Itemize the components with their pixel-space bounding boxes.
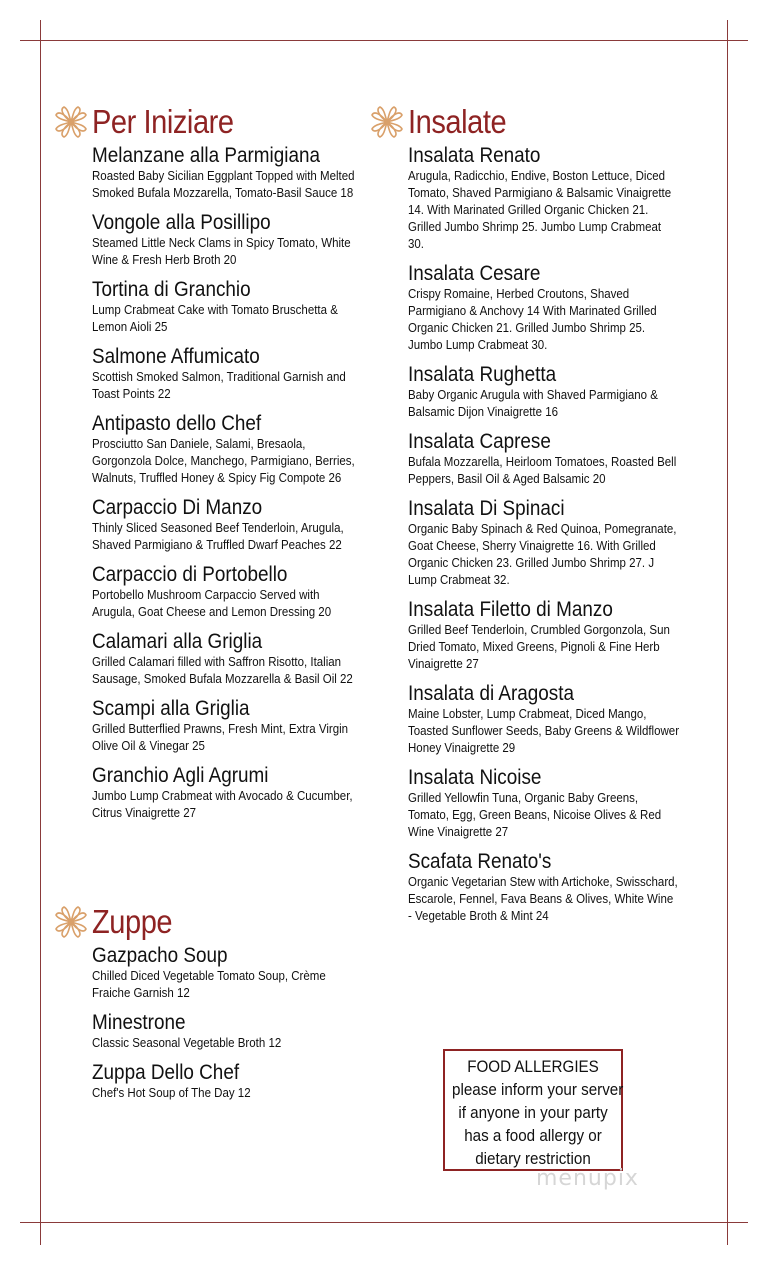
allergy-line: FOOD ALLERGIES <box>467 1058 599 1076</box>
section-header <box>370 100 703 144</box>
menu-item-description: Scottish Smoked Salmon, Traditional Garnish and Toast Points 22 <box>92 370 346 401</box>
menu-item-name: Insalata Rughetta <box>408 363 557 386</box>
menu-item-description: Thinly Sliced Seasoned Beef Tenderloin, Arugula, Shaved Parmigiano & Truffled Dwarf Peaches 22 <box>92 521 344 552</box>
menu-item <box>92 630 387 688</box>
frame-left-line <box>40 20 41 1245</box>
menu-item <box>408 430 703 488</box>
menu-item-description: Crispy Romaine, Herbed Croutons, Shaved Parmigiano & Anchovy 14 With Marinated Grilled Organic Chicken 21. Grilled Jumbo Shrimp 25. Jumbo Lump Crabmeat 30. <box>408 287 657 352</box>
section-zuppe <box>54 900 387 1111</box>
menu-item <box>408 262 703 354</box>
menu-item-description: Roasted Baby Sicilian Eggplant Topped with Melted Smoked Bufala Mozzarella, Tomato-Basil Sauce 18 <box>92 169 355 200</box>
section-header <box>54 900 387 944</box>
section-title: Insalate <box>408 103 507 140</box>
menu-item <box>408 144 703 253</box>
menu-item-description: Steamed Little Neck Clams in Spicy Tomato, White Wine & Fresh Herb Broth 20 <box>92 236 351 267</box>
menu-item <box>92 563 387 621</box>
menu-item-name: Scampi alla Griglia <box>92 697 250 720</box>
frame-bottom-line <box>20 1222 748 1223</box>
menu-item-name: Tortina di Granchio <box>92 278 251 301</box>
menu-item-name: Insalata Di Spinaci <box>408 497 565 520</box>
allergy-line: please inform your server <box>452 1081 624 1099</box>
menu-item <box>408 497 703 589</box>
menu-item-name: Salmone Affumicato <box>92 345 260 368</box>
flourish-icon <box>54 105 88 139</box>
menu-item-description: Baby Organic Arugula with Shaved Parmigiano & Balsamic Dijon Vinaigrette 16 <box>408 388 658 419</box>
menu-item-description: Chilled Diced Vegetable Tomato Soup, Crème Fraiche Garnish 12 <box>92 969 326 1000</box>
menu-item <box>408 682 703 757</box>
section-insalate <box>370 100 703 934</box>
menu-item <box>92 1011 387 1052</box>
menu-item <box>92 144 387 202</box>
menu-item <box>92 1061 387 1102</box>
menu-item-description: Jumbo Lump Crabmeat with Avocado & Cucumber, Citrus Vinaigrette 27 <box>92 789 353 820</box>
menu-item-description: Bufala Mozzarella, Heirloom Tomatoes, Roasted Bell Peppers, Basil Oil & Aged Balsamic 20 <box>408 455 677 486</box>
allergy-line: if anyone in your party <box>458 1104 608 1122</box>
menu-item-list <box>92 944 387 1102</box>
menu-item-list <box>408 144 703 925</box>
frame-top-line <box>20 40 748 41</box>
menu-item-list <box>92 144 387 822</box>
section-header <box>54 100 387 144</box>
menu-item <box>92 211 387 269</box>
frame-right-line <box>727 20 728 1245</box>
flourish-icon <box>370 105 404 139</box>
food-allergy-notice <box>443 1049 623 1171</box>
menu-item-description: Grilled Butterflied Prawns, Fresh Mint, Extra Virgin Olive Oil & Vinegar 25 <box>92 722 349 753</box>
menu-item <box>408 766 703 841</box>
menu-item-description: Grilled Beef Tenderloin, Crumbled Gorgonzola, Sun Dried Tomato, Mixed Greens, Pignoli & Fine Herb Vinaigrette 27 <box>408 623 670 671</box>
menu-item-description: Prosciutto San Daniele, Salami, Bresaola, Gorgonzola Dolce, Manchego, Parmigiano, Berries, Walnuts, Truffled Honey & Spicy Fig Compote 26 <box>92 437 355 485</box>
menu-item-name: Granchio Agli Agrumi <box>92 764 269 787</box>
menu-item-name: Carpaccio di Portobello <box>92 563 288 586</box>
menu-item <box>92 412 387 487</box>
menu-item-name: Insalata Cesare <box>408 262 541 285</box>
menu-item-name: Calamari alla Griglia <box>92 630 263 653</box>
flourish-icon <box>54 905 88 939</box>
menu-item <box>92 764 387 822</box>
menu-item-description: Chef's Hot Soup of The Day 12 <box>92 1086 251 1100</box>
menu-item-name: Minestrone <box>92 1011 186 1034</box>
menu-item-name: Carpaccio Di Manzo <box>92 496 263 519</box>
allergy-line: dietary restriction <box>475 1150 591 1168</box>
menu-item-description: Maine Lobster, Lump Crabmeat, Diced Mango, Toasted Sunflower Seeds, Baby Greens & Wildflower Honey Vinaigrette 29 <box>408 707 680 755</box>
menu-item-description: Lump Crabmeat Cake with Tomato Bruschetta & Lemon Aioli 25 <box>92 303 338 334</box>
section-per-iniziare <box>54 100 387 831</box>
menu-item-name: Insalata Nicoise <box>408 766 542 789</box>
menu-item <box>92 697 387 755</box>
menu-item-description: Grilled Yellowfin Tuna, Organic Baby Greens, Tomato, Egg, Green Beans, Nicoise Olives & Red Wine Vinaigrette 27 <box>408 791 662 839</box>
menu-item-description: Portobello Mushroom Carpaccio Served with Arugula, Goat Cheese and Lemon Dressing 20 <box>92 588 332 619</box>
watermark: menupix <box>536 1166 639 1191</box>
menu-item-name: Insalata Filetto di Manzo <box>408 598 613 621</box>
menu-item <box>92 345 387 403</box>
allergy-line: has a food allergy or <box>464 1127 602 1145</box>
section-title: Per Iniziare <box>92 103 234 140</box>
menu-item-description: Grilled Calamari filled with Saffron Risotto, Italian Sausage, Smoked Bufala Mozzarella & Basil Oil 22 <box>92 655 353 686</box>
menu-item-description: Arugula, Radicchio, Endive, Boston Lettuce, Diced Tomato, Shaved Parmigiano & Balsamic Vinaigrette 14. With Marinated Grilled Organic Chicken 21. Grilled Jumbo Shrimp 25. Jumbo Lump Crabmeat 30. <box>408 169 672 251</box>
section-title: Zuppe <box>92 903 173 940</box>
menu-item <box>408 850 703 925</box>
menu-item-name: Insalata Renato <box>408 144 541 167</box>
menu-item-name: Scafata Renato's <box>408 850 552 873</box>
menu-item-description: Classic Seasonal Vegetable Broth 12 <box>92 1036 282 1050</box>
menu-item <box>408 363 703 421</box>
menu-item-name: Melanzane alla Parmigiana <box>92 144 320 167</box>
menu-item-name: Vongole alla Posillipo <box>92 211 271 234</box>
menu-item <box>92 496 387 554</box>
menu-item-name: Antipasto dello Chef <box>92 412 262 435</box>
menu-item-name: Gazpacho Soup <box>92 944 228 967</box>
menu-item-name: Insalata Caprese <box>408 430 551 453</box>
menu-item <box>92 278 387 336</box>
menu-item-name: Zuppa Dello Chef <box>92 1061 240 1084</box>
menu-item <box>92 944 387 1002</box>
menu-item-description: Organic Baby Spinach & Red Quinoa, Pomegranate, Goat Cheese, Sherry Vinaigrette 16. With Grilled Organic Chicken 23. Grilled Jumbo Shrimp 27. J Lump Crabmeat 32. <box>408 522 677 587</box>
menu-item-description: Organic Vegetarian Stew with Artichoke, Swisschard, Escarole, Fennel, Fava Beans & Olives, White Wine - Vegetable Broth & Mint 24 <box>408 875 678 923</box>
menu-item-name: Insalata di Aragosta <box>408 682 575 705</box>
menu-item <box>408 598 703 673</box>
